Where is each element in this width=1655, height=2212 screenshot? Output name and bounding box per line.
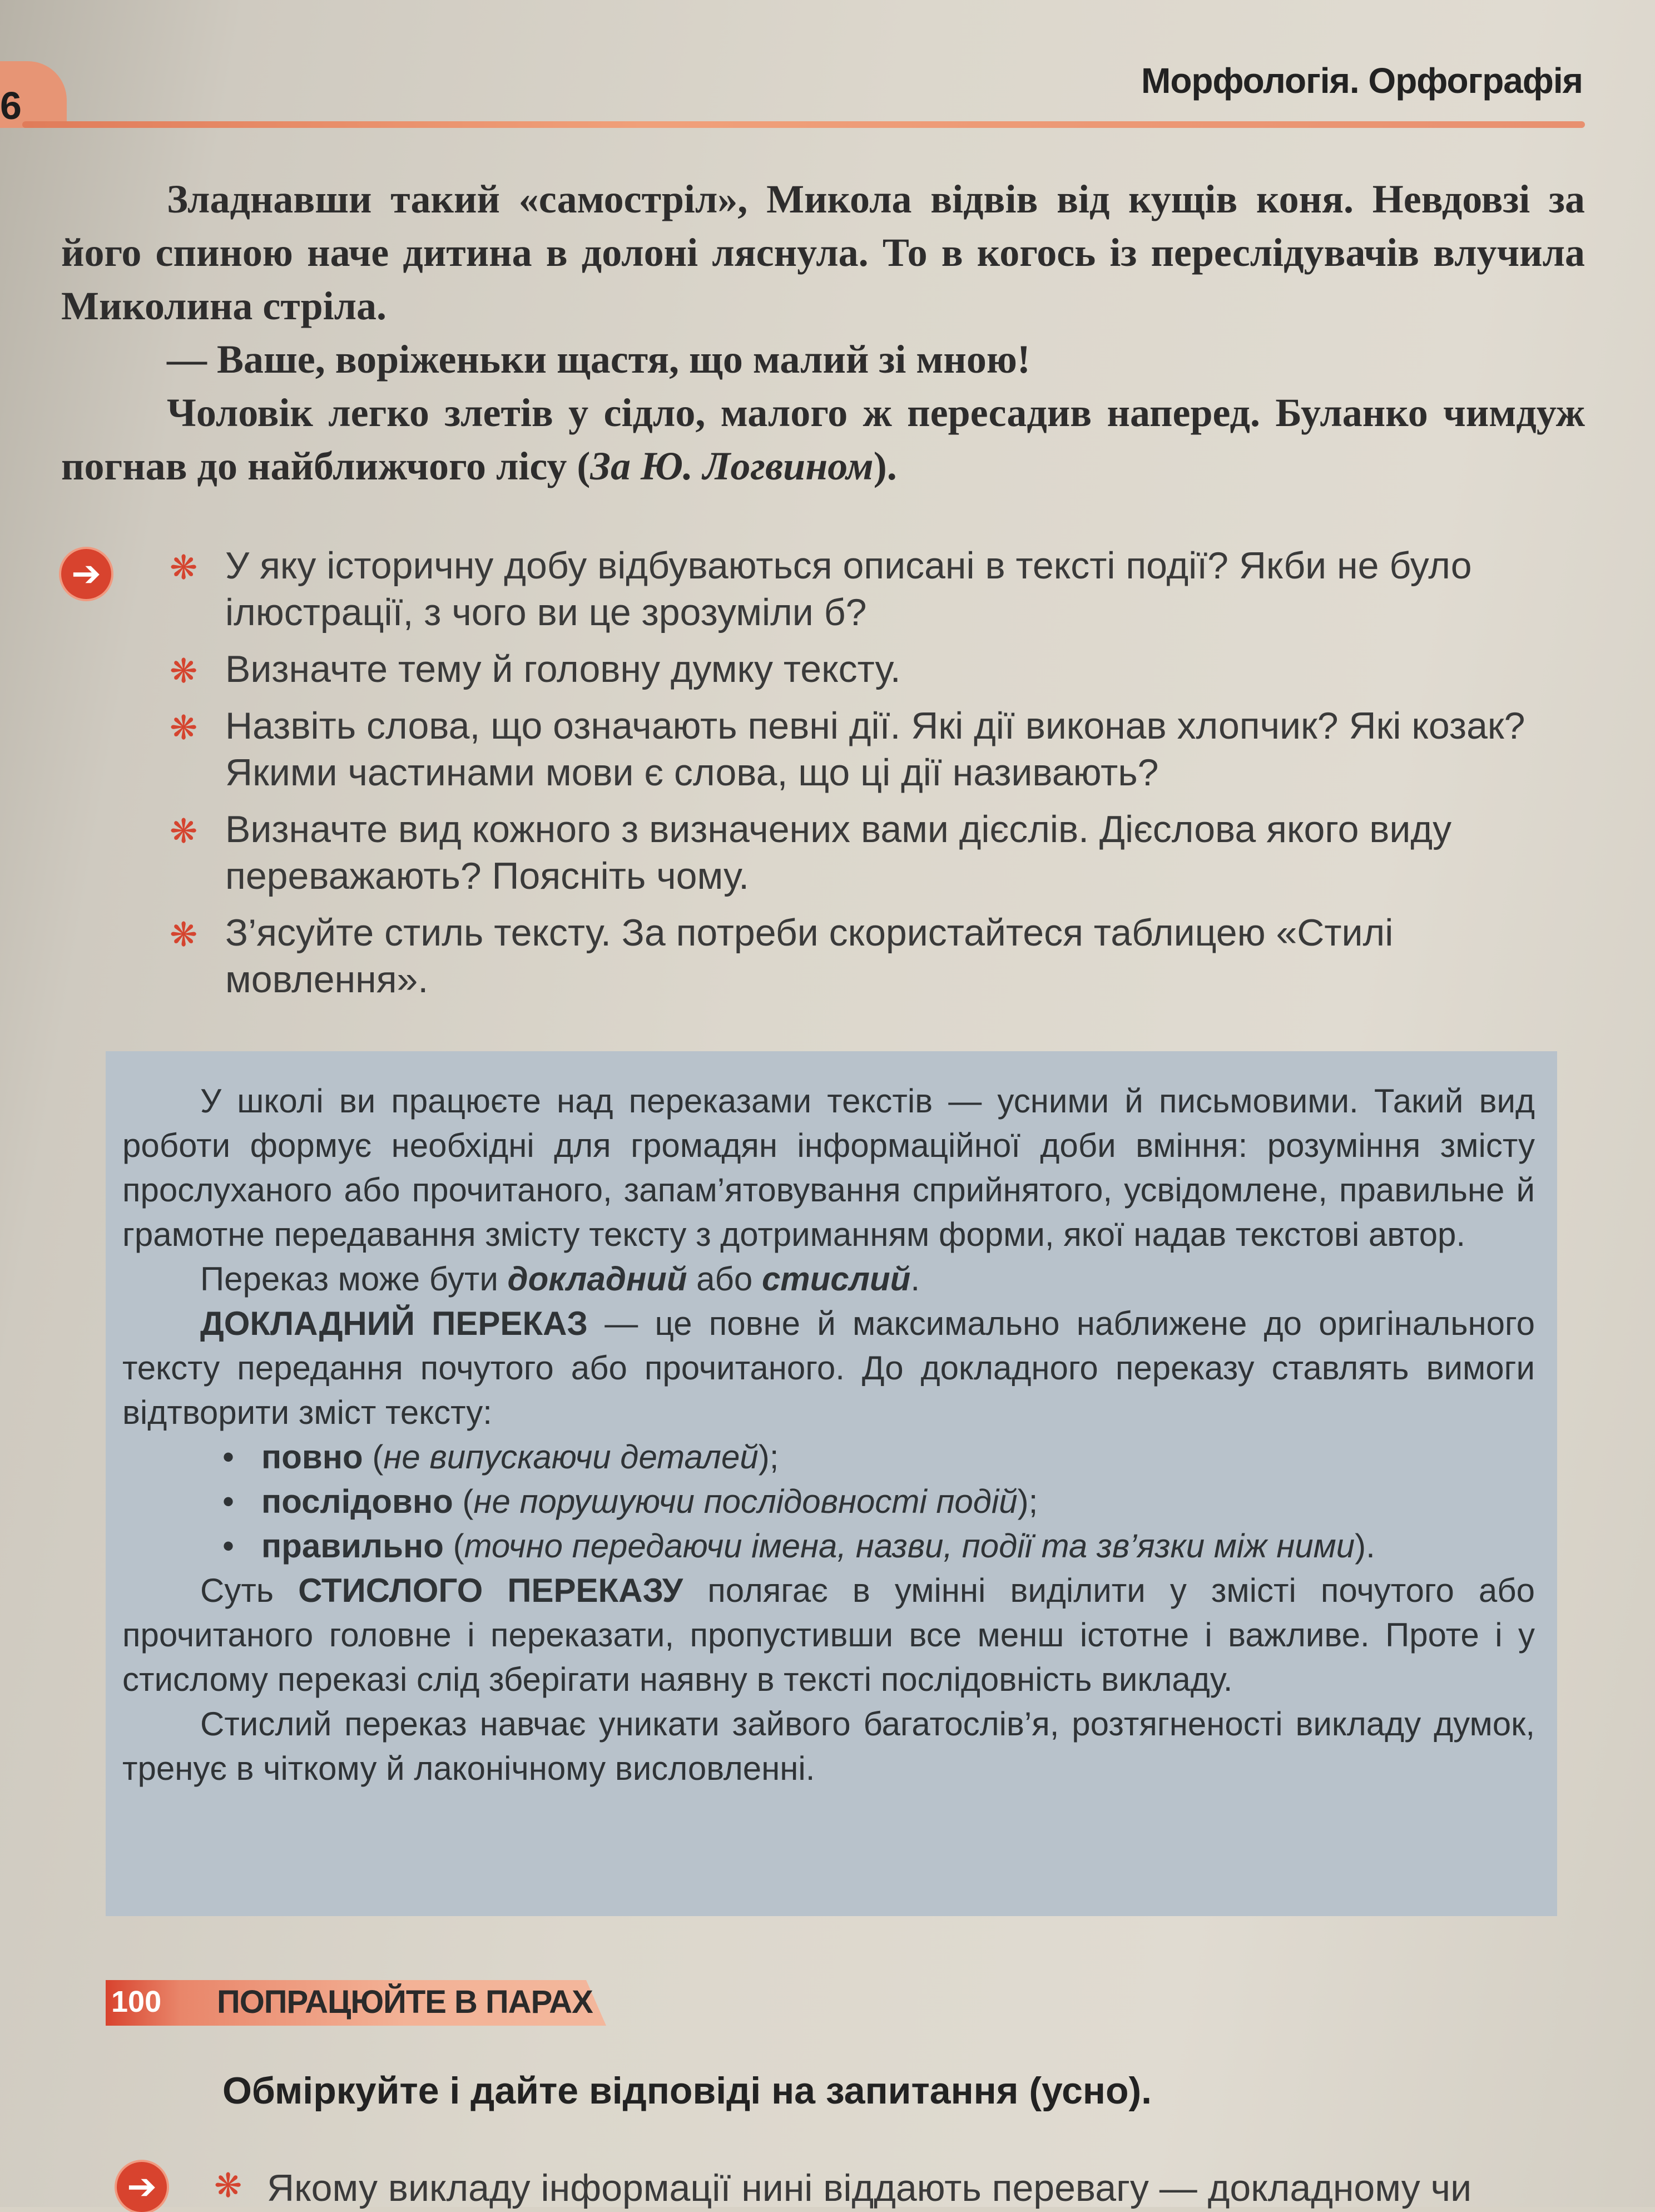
question-text: З’ясуйте стиль тексту. За потреби скористайтеся таблицею «Стилі мовлення». [225,912,1394,1001]
story-author: За Ю. Логвином [590,444,874,488]
text-run: ( [363,1438,384,1476]
theory-text [122,1079,1535,1791]
text-run: ( [453,1483,474,1520]
list-term: повно [261,1438,363,1476]
question-text: Визначте тему й головну думку тексту. [225,648,901,690]
theory-paragraph [122,1568,1535,1702]
theory-paragraph: Стислий переказ навчає уникати зайвого багатослів’я, розтягненості викладу думок, тренує в чіткому й лаконічному висловленні. [122,1705,1535,1787]
definition-term: ДОКЛАДНИЙ ПЕРЕКАЗ [200,1305,588,1342]
arrow-right-icon: ➔ [117,2162,167,2212]
questions-list [61,542,1585,1013]
question-text: У яку історичну добу відбуваються описані в тексті події? Якби не було ілюстрації, з чого ви це зрозуміли б? [225,545,1472,634]
list-note: не випускаючи деталей [383,1438,759,1476]
story-paragraph: Зладнавши такий «самостріл», Микола відвів від кущів коня. Невдовзі за його спиною наче дитина в долоні ляснула. То в когось із переслідувачів влучила Миколина стріла. [61,177,1585,328]
question-item [170,646,1585,692]
text-run: або [687,1260,762,1298]
definition-text: полягає в умінні виділити у змісті почутого або прочитаного головне і переказати, пропустивши все менш істотне і важливе. Проте і у стислому переказі слід зберігати наявну в тексті послідовність викладу. [122,1572,1535,1698]
list-note: точно передаючи імена, назви, події та зв’язки між ними [464,1527,1355,1565]
theory-paragraph: У школі ви працюєте над переказами текстів — усними й письмовими. Такий вид роботи формує необхідні для громадян інформаційної доби вміння: розуміння змісту прослуханого або прочитаного, запам’ятовування сприйнятого, усвідомлене, правильне й грамотне передавання змісту тексту з дотриманням форми, якої надав текстові автор. [122,1082,1535,1253]
list-note: не порушуючи послідовності подій [473,1483,1018,1520]
list-term: правильно [261,1527,444,1565]
question-item [170,542,1585,636]
requirements-list [122,1435,1535,1568]
task-title: ПОПРАЦЮЙТЕ В ПАРАХ [217,1984,593,2020]
story-paragraph-text: Чоловік легко злетів у сідло, малого ж пересадив наперед. Буланко чимдуж погнав до найближчого лісу [61,390,1585,488]
star-bullet-icon: ❋ [214,2167,242,2204]
theory-paragraph [122,1257,1535,1302]
star-bullet-icon: ❋ [170,916,198,953]
definition-term: СТИСЛОГО ПЕРЕКАЗУ [298,1572,683,1609]
header-rule [22,121,1585,128]
text-run: ); [1017,1483,1038,1520]
task-number: 100 [111,1985,162,2018]
term-detailed: докладний [507,1260,687,1298]
task-instruction: Обміркуйте і дайте відповіді на запитання (усно). [222,2070,1152,2112]
star-bullet-icon: ❋ [170,652,198,690]
star-bullet-icon: ❋ [170,549,198,586]
story-text [61,172,1585,493]
term-brief: стислий [761,1260,911,1298]
page-number: 6 [0,84,22,127]
question-text: Назвіть слова, що означають певні дії. Які дії виконав хлопчик? Які козак? Якими частинами мови є слова, що ці дії називають? [225,705,1525,794]
arrow-right-icon: ➔ [61,549,111,599]
text-run: ( [443,1527,464,1565]
list-item [200,1479,1535,1524]
author-close: ). [873,444,897,488]
text-run: ). [1355,1527,1375,1565]
theory-box [106,1051,1557,1916]
theory-paragraph [122,1302,1535,1435]
section-header: Морфологія. Орфографія [1141,61,1583,101]
list-item [200,1524,1535,1568]
text-run: ); [758,1438,779,1476]
story-paragraph [61,386,1585,493]
question-item [170,806,1585,899]
question-item [170,702,1585,796]
list-item [200,1435,1535,1479]
text-run: Переказ може бути [200,1260,508,1298]
text-run: . [910,1260,920,1298]
author-open: ( [567,444,591,488]
star-bullet-icon: ❋ [170,709,198,746]
list-term: послідовно [261,1483,453,1520]
definition-text: — це повне й максимально наближене до оригінального тексту передання почутого або прочитаного. До докладного переказу ставлять вимоги відтворити зміст тексту: [122,1305,1535,1431]
star-bullet-icon: ❋ [170,813,198,850]
story-paragraph: — Ваше, воріженьки щастя, що малий зі мною! [167,337,1030,382]
question-item [170,909,1585,1003]
task-question-text: Якому викладу інформації нині віддають перевагу — докладному чи [267,2167,1472,2209]
question-text: Визначте вид кожного з визначених вами дієслів. Дієслова якого виду переважають? Поясніть чому. [225,808,1452,897]
text-run: Суть [200,1572,299,1609]
